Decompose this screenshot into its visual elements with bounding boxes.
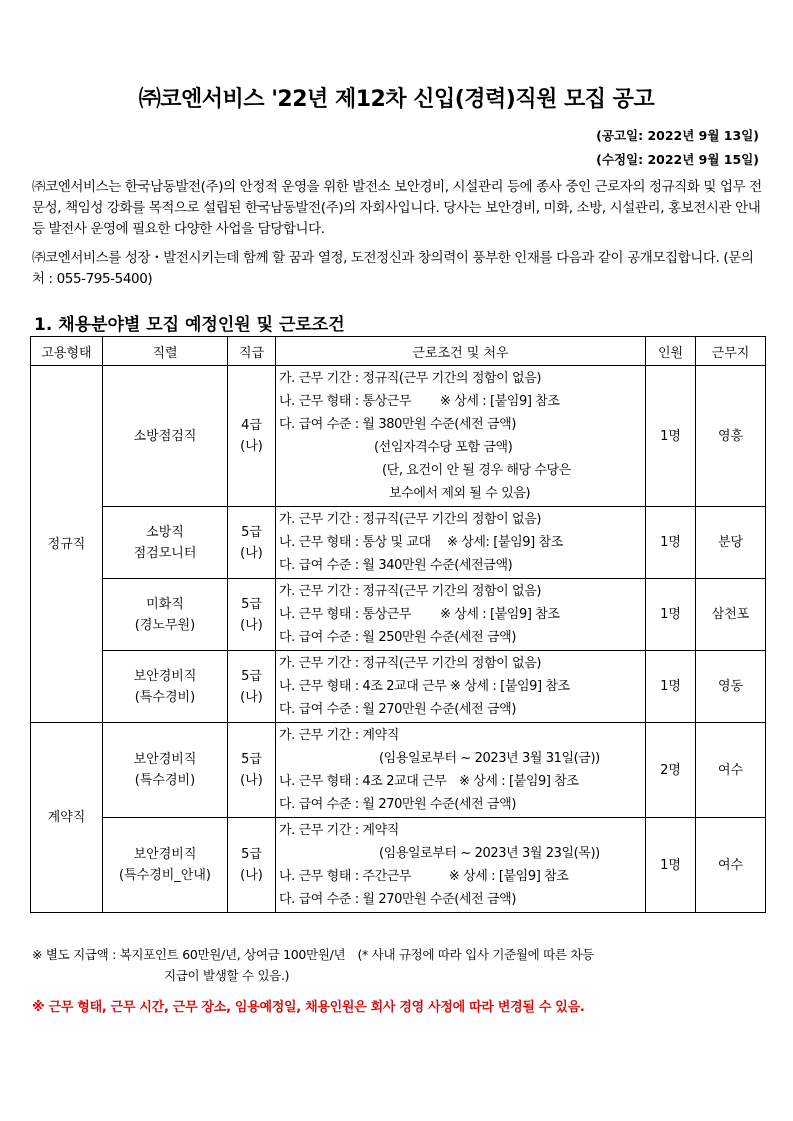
allowance-note-line-1: ※ 별도 지급액 : 복지포인트 60만원/년, 상여금 100만원/년 (* 사내 규정에 따라 입사 기준월에 따른 차등	[32, 947, 594, 962]
workplace-cell: 영흥	[696, 366, 766, 507]
conditions-cell: 가. 근무 기간 : 정규직(근무 기간의 정함이 없음) 나. 근무 형태 : 통상근무 ※ 상세 : [붙임9] 참조 다. 급여 수준 : 월 250만원 수준(세전 금액)	[276, 579, 646, 651]
header-job-series: 직렬	[103, 337, 228, 366]
header-employment-type: 고용형태	[31, 337, 103, 366]
job-cell: 소방직 점검모니터	[103, 507, 228, 579]
table-row	[31, 818, 766, 913]
page-title: ㈜코엔서비스 '22년 제12차 신입(경력)직원 모집 공고	[138, 87, 655, 112]
conditions-cell: 가. 근무 기간 : 정규직(근무 기간의 정함이 없음) 나. 근무 형태 : 통상근무 ※ 상세 : [붙임9] 참조 다. 급여 수준 : 월 380만원 수준(세전 금액) (선임자격수당 포함 금액) (단, 요건이 안 될 경우 해당 수당은 보수에서 제외 될 수 있음)	[276, 366, 646, 507]
recruitment-table	[30, 336, 766, 913]
table-header-row	[31, 337, 766, 366]
workplace-cell: 삼천포	[696, 579, 766, 651]
table-row	[31, 723, 766, 818]
workplace-cell: 영동	[696, 651, 766, 723]
job-cell: 보안경비직 (특수경비)	[103, 723, 228, 818]
table-row	[31, 366, 766, 507]
table-row	[31, 579, 766, 651]
headcount-cell: 2명	[646, 723, 696, 818]
headcount-cell: 1명	[646, 366, 696, 507]
job-cell: 보안경비직 (특수경비)	[103, 651, 228, 723]
allowance-note	[32, 944, 594, 986]
announce-date: (공고일: 2022년 9월 13일)	[596, 128, 759, 143]
conditions-cell: 가. 근무 기간 : 계약직 (임용일로부터 ~ 2023년 3월 31일(금)) 나. 근무 형태 : 4조 2교대 근무 ※ 상세 : [붙임9] 참조 다. 급여 수준 : 월 270만원 수준(세전 금액)	[276, 723, 646, 818]
employment-type-cell: 정규직	[31, 366, 103, 723]
conditions-cell: 가. 근무 기간 : 정규직(근무 기간의 정함이 없음) 나. 근무 형태 : 4조 2교대 근무 ※ 상세 : [붙임9] 참조 다. 급여 수준 : 월 270만원 수준(세전 금액)	[276, 651, 646, 723]
employment-type-cell: 계약직	[31, 723, 103, 913]
grade-cell: 5급 (나)	[228, 579, 276, 651]
header-grade: 직급	[228, 337, 276, 366]
grade-cell: 5급 (나)	[228, 651, 276, 723]
change-warning: ※ 근무 형태, 근무 시간, 근무 장소, 임용예정일, 채용인원은 회사 경영 사정에 따라 변경될 수 있음.	[32, 1000, 585, 1015]
headcount-cell: 1명	[646, 507, 696, 579]
workplace-cell: 여수	[696, 818, 766, 913]
conditions-cell: 가. 근무 기간 : 정규직(근무 기간의 정함이 없음) 나. 근무 형태 : 통상 및 교대 ※ 상세: [붙임9] 참조 다. 급여 수준 : 월 340만원 수준(세전금액)	[276, 507, 646, 579]
header-headcount: 인원	[646, 337, 696, 366]
table-row	[31, 651, 766, 723]
workplace-cell: 분당	[696, 507, 766, 579]
grade-cell: 4급 (나)	[228, 366, 276, 507]
table-row	[31, 507, 766, 579]
section-title: 1. 채용분야별 모집 예정인원 및 근로조건	[34, 315, 345, 335]
job-cell: 소방점검직	[103, 366, 228, 507]
job-cell: 보안경비직 (특수경비_안내)	[103, 818, 228, 913]
header-conditions: 근로조건 및 처우	[276, 337, 646, 366]
headcount-cell: 1명	[646, 579, 696, 651]
intro-paragraph-2: ㈜코엔서비스를 성장・발전시키는데 함께 할 꿈과 열정, 도전정신과 창의력이 풍부한 인재를 다음과 같이 공개모집합니다. (문의처 : 055-795-5400)	[32, 250, 754, 287]
grade-cell: 5급 (나)	[228, 818, 276, 913]
grade-cell: 5급 (나)	[228, 723, 276, 818]
headcount-cell: 1명	[646, 818, 696, 913]
header-workplace: 근무지	[696, 337, 766, 366]
intro-paragraph-1: ㈜코엔서비스는 한국남동발전(주)의 안정적 운영을 위한 발전소 보안경비, 시설관리 등에 종사 중인 근로자의 정규직화 및 업무 전문성, 책임성 강화를 목적으로 설립된 한국남동발전(주)의 자회사입니다. 당사는 보안경비, 미화, 소방, 시설관리, 홍보전시관 안내 등 발전사 운영에 필요한 다양한 사업을 담당합니다.	[32, 179, 762, 237]
revised-date: (수정일: 2022년 9월 15일)	[596, 152, 759, 167]
job-cell: 미화직 (경노무원)	[103, 579, 228, 651]
headcount-cell: 1명	[646, 651, 696, 723]
grade-cell: 5급 (나)	[228, 507, 276, 579]
allowance-note-line-2: 지급이 발생할 수 있음.)	[164, 968, 290, 983]
workplace-cell: 여수	[696, 723, 766, 818]
conditions-cell: 가. 근무 기간 : 계약직 (임용일로부터 ~ 2023년 3월 23일(목)) 나. 근무 형태 : 주간근무 ※ 상세 : [붙임9] 참조 다. 급여 수준 : 월 270만원 수준(세전 금액)	[276, 818, 646, 913]
